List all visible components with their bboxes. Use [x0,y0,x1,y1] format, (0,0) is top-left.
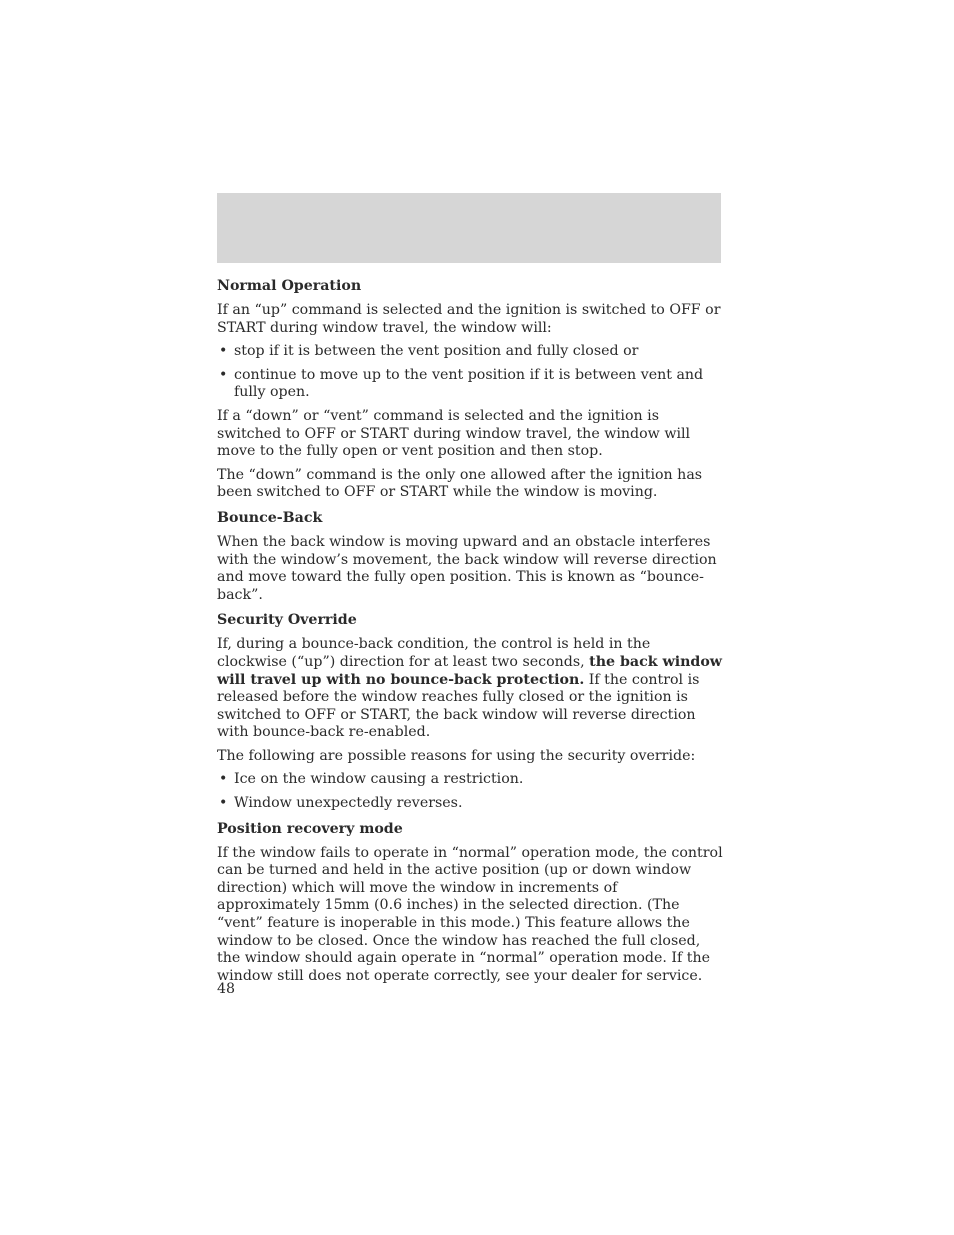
normal-operation-para-2: If a “down” or “vent” command is selected and the ignition is switched to OFF or START during window travel, the window will move to the fully open or vent position and then stop. [217,407,691,460]
heading-bounce-back: Bounce-Back [217,509,323,526]
list-item [217,795,723,813]
security-override-text-start: If, during a bounce-back condition, the control is held in the clockwise (“up”) direction for at least two seconds, [217,636,651,670]
bullet-icon: • [219,795,228,812]
list-item [217,771,723,789]
normal-operation-bullets [217,343,723,402]
header-band [217,193,721,263]
position-recovery-para: If the window fails to operate in “normal” operation mode, the control can be turned and held in the active position (up or down window direction) which will move the window in increments of approximately 15mm (0.6 inches) in the selected direction. (The “vent” feature is inoperable in this mode.) This feature allows the window to be closed. Once the window has reached the full closed, the window should again operate in “normal” operation mode. If the window still does not operate correctly, see your dealer for service. [217,844,723,984]
normal-operation-para-3: The “down” command is the only one allowed after the ignition has been switched to OFF or START while the window is moving. [217,466,703,501]
bullet-icon: • [219,343,228,360]
bullet-icon: • [219,771,228,788]
security-override-bullets [217,771,723,812]
list-item [217,367,723,402]
heading-normal-operation: Normal Operation [217,278,362,294]
list-item [217,343,723,361]
heading-security-override: Security Override [217,612,357,629]
security-override-bold-text: the back window will travel up with no bounce-back protection. [217,653,723,688]
heading-position-recovery: Position recovery mode [217,820,403,837]
bullet-text: continue to move up to the vent position if it is between vent and fully open. [234,366,704,401]
security-override-para [217,636,723,742]
security-override-reasons-intro: The following are possible reasons for using the security override: [217,747,696,764]
page-number: 48 [217,981,236,997]
bullet-text: Window unexpectedly reverses. [234,795,463,812]
security-override-text-end: If the control is released before the window reaches fully closed or the ignition is switched to OFF or START, the back window will reverse direction with bounce-back re-enabled. [217,671,700,741]
bullet-text: stop if it is between the vent position and fully closed or [234,343,639,360]
page-content [217,276,723,991]
normal-operation-intro: If an “up” command is selected and the ignition is switched to OFF or START during window travel, the window will: [217,302,721,336]
bounce-back-para: When the back window is moving upward and an obstacle interferes with the window’s movement, the back window will reverse direction and move toward the fully open position. This is known as “bounce-back”. [217,533,717,603]
bullet-icon: • [219,366,228,383]
bullet-text: Ice on the window causing a restriction. [234,771,524,788]
